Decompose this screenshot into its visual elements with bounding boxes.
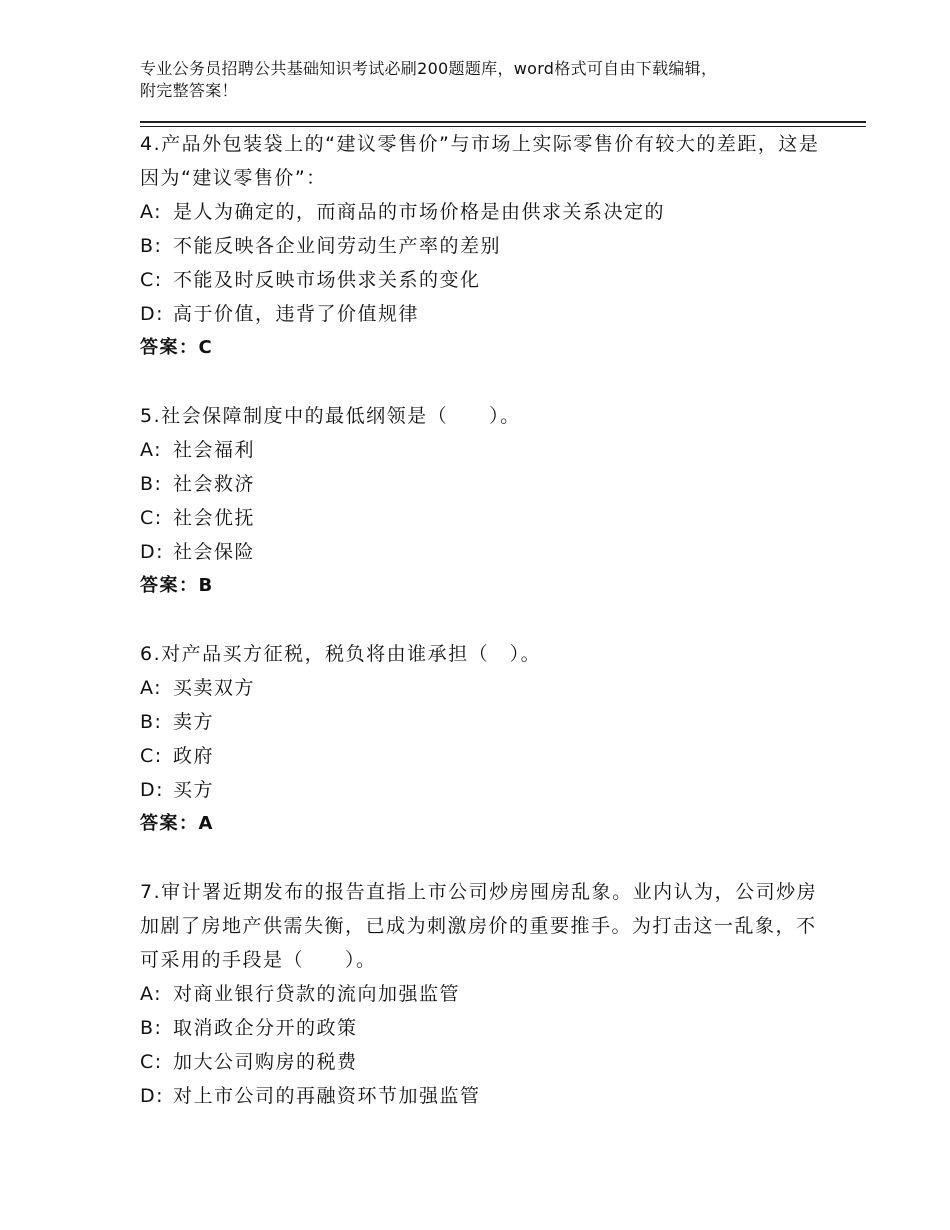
option-letter: C: (140, 745, 163, 767)
option-text: 高于价值，违背了价值规律 (173, 303, 420, 325)
option-letter: A: (140, 983, 163, 1005)
option-text: 不能及时反映市场供求关系的变化 (173, 269, 481, 291)
option-a (140, 977, 820, 1011)
question-stem: 4.产品外包装袋上的“建议零售价”与市场上实际零售价有较大的差距，这是因为“建议零售价”： (140, 133, 820, 189)
option-text: 社会优抚 (173, 507, 256, 529)
option-a (140, 433, 820, 467)
option-d (140, 535, 820, 569)
header-line-2: 附完整答案！ (140, 81, 238, 100)
option-text: 社会福利 (173, 439, 256, 461)
option-c (140, 1045, 820, 1079)
question-list (140, 127, 820, 1147)
option-letter: D: (140, 779, 165, 801)
answer-line: 答案：A (140, 813, 214, 834)
option-text: 买卖双方 (173, 677, 256, 699)
option-b (140, 467, 820, 501)
option-b (140, 1011, 820, 1045)
header-line-1: 专业公务员招聘公共基础知识考试必刷200题题库，word格式可自由下载编辑， (140, 59, 718, 78)
option-text: 买方 (173, 779, 215, 801)
option-c (140, 263, 820, 297)
option-c (140, 739, 820, 773)
question-7 (140, 875, 820, 1113)
question-4 (140, 127, 820, 365)
option-letter: D: (140, 541, 165, 563)
option-letter: C: (140, 1051, 163, 1073)
option-letter: A: (140, 201, 163, 223)
option-d (140, 297, 820, 331)
option-letter: C: (140, 269, 163, 291)
option-letter: C: (140, 507, 163, 529)
option-letter: A: (140, 439, 163, 461)
option-c (140, 501, 820, 535)
answer-line: 答案：C (140, 337, 214, 358)
option-a (140, 671, 820, 705)
option-b (140, 229, 820, 263)
option-letter: D: (140, 303, 165, 325)
answer-line: 答案：B (140, 575, 214, 596)
option-letter: B: (140, 235, 163, 257)
option-text: 对上市公司的再融资环节加强监管 (173, 1085, 481, 1107)
option-text: 社会保险 (173, 541, 256, 563)
option-text: 加大公司购房的税费 (173, 1051, 358, 1073)
option-letter: B: (140, 711, 163, 733)
question-6 (140, 637, 820, 841)
option-letter: B: (140, 473, 163, 495)
option-text: 政府 (173, 745, 215, 767)
question-5 (140, 399, 820, 603)
option-letter: A: (140, 677, 163, 699)
option-letter: D: (140, 1085, 165, 1107)
option-b (140, 705, 820, 739)
question-stem: 6.对产品买方征税，税负将由谁承担（ ）。 (140, 643, 542, 665)
option-a (140, 195, 820, 229)
option-text: 不能反映各企业间劳动生产率的差别 (173, 235, 502, 257)
option-d (140, 773, 820, 807)
option-text: 对商业银行贷款的流向加强监管 (173, 983, 461, 1005)
question-stem: 5.社会保障制度中的最低纲领是（ ）。 (140, 405, 521, 427)
document-header (140, 58, 840, 102)
option-letter: B: (140, 1017, 163, 1039)
option-text: 卖方 (173, 711, 215, 733)
option-text: 社会救济 (173, 473, 256, 495)
question-stem: 7.审计署近期发布的报告直指上市公司炒房囤房乱象。业内认为，公司炒房加剧了房地产供需失衡，已成为刺激房价的重要推手。为打击这一乱象，不可采用的手段是（ ）。 (140, 881, 818, 971)
option-d (140, 1079, 820, 1113)
option-text: 取消政企分开的政策 (173, 1017, 358, 1039)
option-text: 是人为确定的，而商品的市场价格是由供求关系决定的 (173, 201, 666, 223)
